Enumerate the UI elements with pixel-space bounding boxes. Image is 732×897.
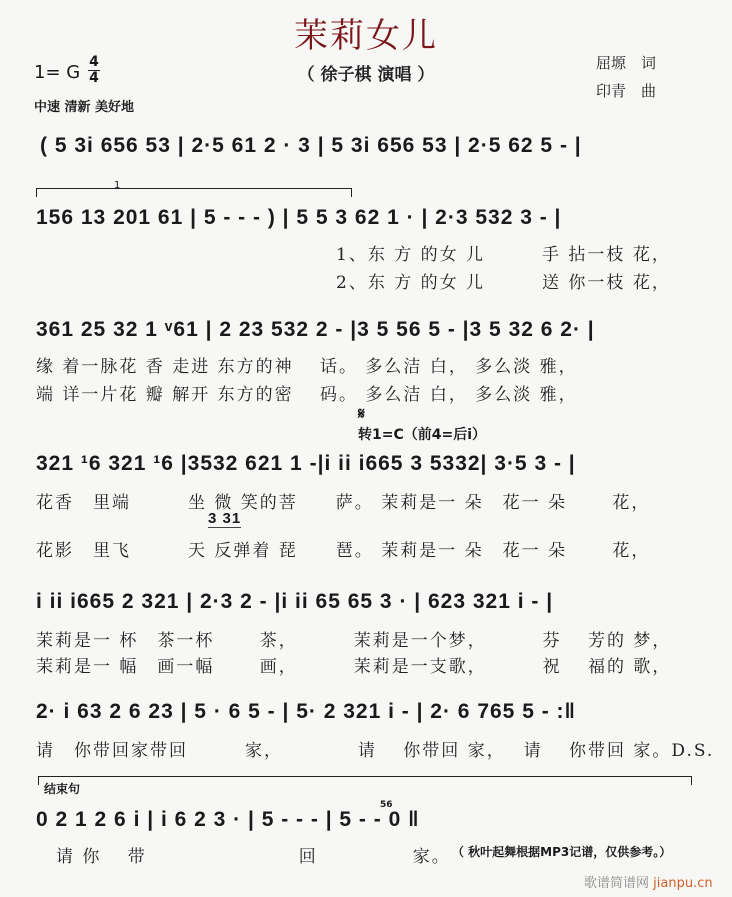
coda-label: 结束句	[44, 782, 81, 796]
watermark-text: 歌谱简谱网	[584, 876, 654, 891]
alternate-notes: 3 31	[208, 510, 242, 527]
watermark	[584, 872, 713, 891]
lyric-row-4-verse-1: 花香 里端 坐 微 笑的菩 萨。 茉莉是一 朵 花一 朵 花，	[36, 493, 651, 513]
watermark-site: jianpu.cn	[653, 876, 713, 891]
notation-row-3: 361 25 32 1 ᵛ61 | 2 23 532 2 - |3 5 56 5 - |3 5 32 6 2· |	[36, 318, 595, 341]
coda-bracket	[38, 776, 692, 785]
notation-row-1: ( 5 3i 656 53 | 2·5 61 2 · 3 | 5 3i 656 53 | 2·5 62 5 - |	[40, 134, 582, 157]
notation-row-7: 0 2 1 2 6 i | i 6 2 3 · | 5 - - - | 5 - - 0 ‖	[36, 808, 420, 831]
lyric-row-5-verse-2: 茉莉是一 幅 画一幅 画， 茉莉是一支歌， 祝 福的 歌，	[36, 657, 672, 677]
lyric-row-5-verse-1: 茉莉是一 杯 茶一杯 茶， 茉莉是一个梦， 芬 芳的 梦，	[36, 631, 672, 651]
grace-notes: 56	[380, 800, 393, 810]
lyric-row-3-verse-2: 端 详一片花 瓣 解开 东方的密 码。 多么洁 白， 多么淡 雅，	[36, 385, 578, 405]
song-title: 茉莉女儿	[294, 16, 438, 56]
modulation-marking: 转1=C（前4=后i）	[358, 427, 487, 443]
notation-row-2: 156 13 201 61 | 5 - - - ) | 5 5 3 62 1 · | 2·3 532 3 - |	[36, 206, 562, 229]
volta-bracket	[36, 188, 352, 197]
lyric-row-6: 请 你带回家带回 家， 请 你带回 家， 请 你带回 家。D.S.	[36, 741, 715, 761]
lyric-row-2-verse-2: 2、东 方 的女 儿 送 你一枝 花，	[336, 273, 671, 293]
lyric-row-4-verse-2: 花影 里飞 天 反弹着 琵 琶。 茉莉是一 朵 花一 朵 花，	[36, 541, 651, 561]
volta-label: 1	[114, 180, 121, 191]
notation-row-5: i ii i665 2 321 | 2·3 2 - |i ii 65 65 3 · | 623 321 i - |	[36, 590, 554, 613]
lyric-row-3-verse-1: 缘 着一脉花 香 走进 东方的神 话。 多么洁 白， 多么淡 雅，	[36, 357, 578, 377]
time-signature	[88, 55, 100, 86]
segno-icon: 𝄋	[358, 404, 365, 423]
key-signature: 1= G	[34, 62, 81, 83]
singer-credit: （ 徐子棋 演唱 ）	[297, 65, 435, 85]
transcription-note: （ 秋叶起舞根据MP3记谱，仅供参考。）	[452, 845, 672, 859]
time-sig-top: 4	[89, 54, 99, 70]
lyric-row-2-verse-1: 1、东 方 的女 儿 手 拈一枝 花，	[336, 245, 671, 265]
notation-row-6: 2· i 63 2 6 23 | 5 · 6 5 - | 5· 2 321 i - | 2· 6 765 5 - :‖	[36, 700, 576, 723]
composer-credit: 印青 曲	[596, 82, 657, 100]
notation-row-4: 321 ¹6 321 ¹6 |3532 621 1 -|i ii i665 3 5332| 3·5 3 - |	[36, 452, 576, 475]
tempo-marking: 中速 清新 美好地	[34, 100, 135, 115]
time-sig-bottom: 4	[89, 70, 99, 86]
lyricist-credit: 屈塬 词	[596, 54, 657, 72]
lyric-row-7: 请 你 带 回 家。	[56, 847, 451, 867]
